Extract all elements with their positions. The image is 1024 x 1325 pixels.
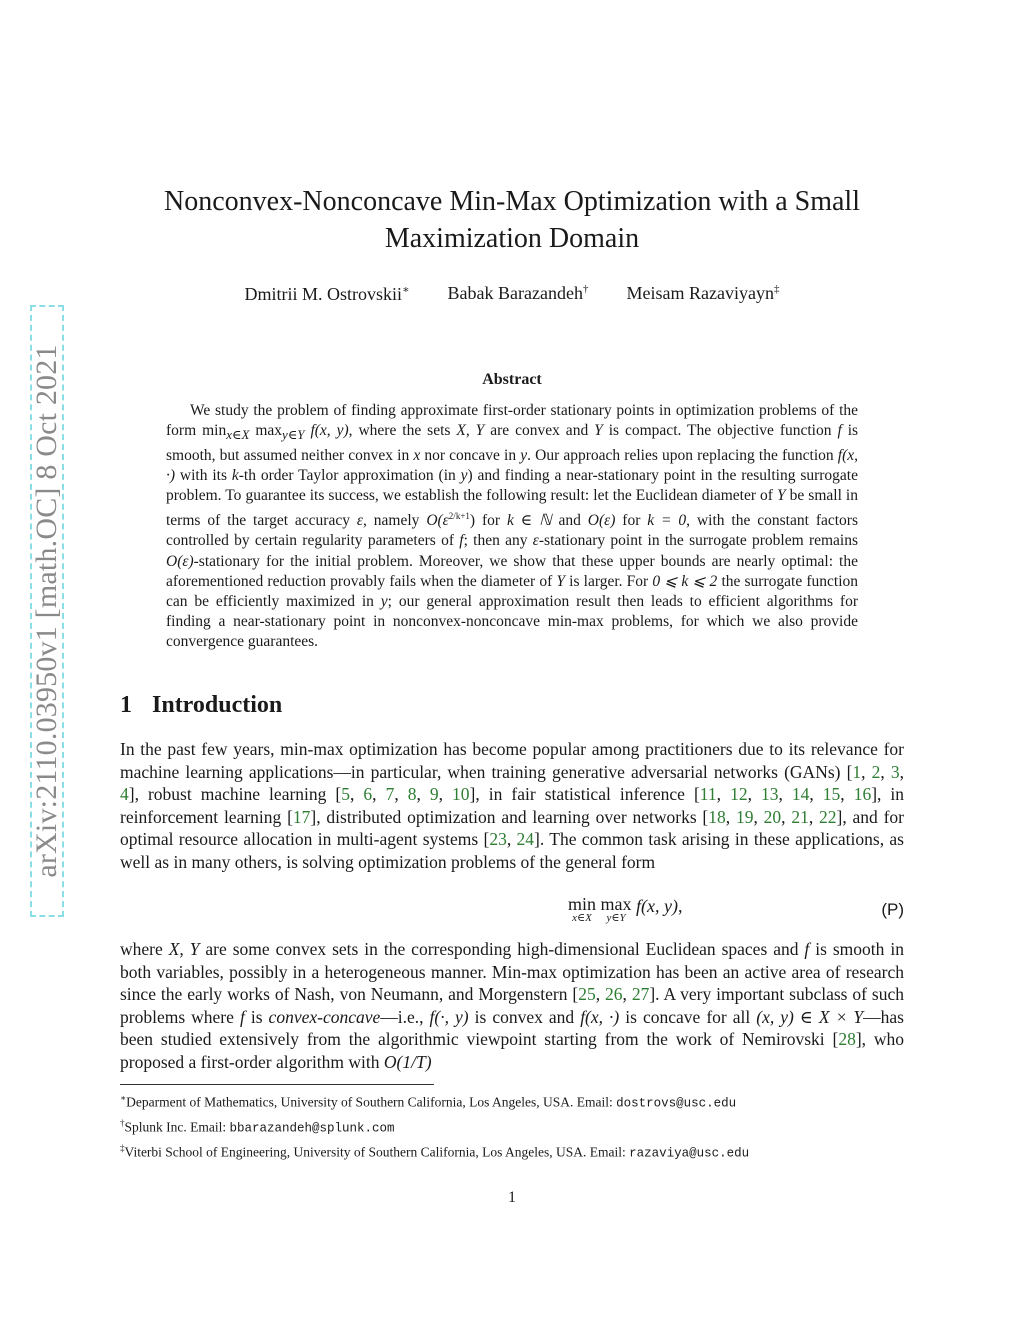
footnote-divider [120, 1084, 434, 1085]
citation-link[interactable]: 8 [407, 784, 417, 805]
email-link[interactable]: bbarazandeh@splunk.com [229, 1121, 395, 1136]
citation-link[interactable]: 12 [730, 784, 748, 805]
citation-link[interactable]: 5 [341, 784, 351, 805]
citation-link[interactable]: 28 [838, 1029, 856, 1050]
citation-link[interactable]: 11 [699, 784, 717, 805]
introduction-paragraph-2: where X, Y are some convex sets in the corresponding high-dimensional Euclidean spaces and f is smooth in both variables, possibly in a heterogeneous manner. Min-max optimization has been an active area of research since the early works of Nash, von Neumann, and Morgenstern [25, 26, 27]. A very important subclass of such problems where f is convex-concave—i.e., f(·, y) is convex and f(x, ·) is concave for all (x, y) ∈ X × Y—has been studied extensively from the algorithmic viewpoint starting from the work of Nemirovski [28], who proposed a first-order algorithm with O(1/T) [120, 939, 905, 1072]
citation-link[interactable]: 20 [763, 806, 782, 827]
equation-label: (P) [881, 900, 904, 919]
citation-link[interactable]: 2 [871, 761, 881, 782]
citation-link[interactable]: 18 [708, 806, 726, 827]
citation-group[interactable]: 5, 6, 7, 8, 9, 10 [341, 784, 470, 805]
citation-link[interactable]: 23 [489, 829, 507, 850]
introduction-paragraph-1: In the past few years, min-max optimization has become popular among practitioners due to its relevance for machine learning applications—in particular, when training generative adversarial networks (GANs) [1, 2, 3, 4], robust machine learning [5, 6, 7, 8, 9, 10], in fair statistical inference [11, 12, 13, 14, 15, 16], in reinforcement learning [17], distributed optimization and learning over networks [18, 19, 20, 21, 22], and for optimal resource allocation in multi-agent systems [23, 24]. The common task arising in these applications, as well as in many others, is solving optimization problems of the general form [120, 739, 905, 872]
author: Meisam Razaviyayn‡ [626, 283, 780, 303]
citation-link[interactable]: 21 [791, 806, 809, 827]
footnote: ∗Deparment of Mathematics, University of Southern California, Los Angeles, USA. Email: dostrovs@usc.edu [120, 1093, 737, 1111]
author: Dmitrii M. Ostrovskii∗ [244, 284, 410, 304]
citation-link[interactable]: 6 [363, 784, 373, 805]
citation-group[interactable]: 11, 12, 13, 14, 15, 16 [699, 784, 872, 805]
citation-group[interactable]: 23, 24 [489, 829, 535, 850]
email-link[interactable]: razaviya@usc.edu [629, 1146, 750, 1161]
citation-group[interactable]: 18, 19, 20, 21, 22 [708, 806, 837, 827]
citation-link[interactable]: 22 [819, 806, 837, 827]
section-number: 1 [120, 692, 132, 718]
section-heading-introduction [120, 692, 282, 719]
page-number: 1 [508, 1189, 516, 1206]
email-link[interactable]: dostrovs@usc.edu [616, 1096, 737, 1111]
citation-link[interactable]: 25 [578, 984, 596, 1005]
citation-link[interactable]: 19 [735, 806, 754, 827]
abstract-heading: Abstract [482, 371, 542, 388]
citation-link[interactable]: 4 [120, 784, 129, 805]
title-line-2: Maximization Domain [384, 223, 640, 254]
title-line-1: Nonconvex-Nonconcave Min-Max Optimization with a Small [164, 186, 860, 217]
citation-group[interactable]: 1, 2, 3, 4 [120, 761, 904, 805]
author-list [120, 283, 904, 305]
citation-link[interactable]: 9 [429, 784, 439, 805]
footnote: †Splunk Inc. Email: bbarazandeh@splunk.com [120, 1118, 395, 1136]
citation-link[interactable]: 26 [605, 984, 623, 1005]
citation-group[interactable]: 25, 26, 27 [578, 984, 650, 1005]
section-title: Introduction [152, 692, 283, 718]
paper-title [120, 183, 904, 257]
citation-link[interactable]: 17 [292, 806, 311, 827]
citation-link[interactable]: 3 [890, 761, 900, 782]
footnotes [120, 1089, 920, 1164]
abstract-body: We study the problem of finding approximate first-order stationary points in optimization problems of the form $\min_{x\in X} \max_{y\in Y} f(x$, y), where the sets X, Y are convex and Y is compact. The objective function f is smooth, but assumed neither convex in x nor concave in y. Our approach relies upon replacing the function f(x, ·) with its k-th order Taylor approximation (in y) and finding a near-stationary point in the resulting surrogate problem. To guarantee its success, we establish the following result: let the Euclidean diameter of Y be small in terms of the target accuracy ε, namely $O(\varepsilon^{2/k+1})$ for k ∈ ℕ and O(ε) for k = 0, with the constant factors controlled by certain regularity parameters of f; then any ε-stationary point in the surrogate problem remains O(ε)-stationary for the initial problem. Moreover, we show that these upper bounds are nearly optimal: the aforementioned reduction provably fails when the diameter of Y is larger. For 0 ⩽ k ⩽ 2 the surrogate function can be efficiently maximized in y; our general approximation result then leads to efficient algorithms for finding a near-stationary point in nonconvex-nonconcave min-max problems, for which we also provide convergence guarantees. [166, 402, 859, 651]
citation-link[interactable]: 15 [822, 784, 841, 805]
citation-group[interactable] [838, 1029, 856, 1049]
arxiv-identifier-stamp [30, 305, 64, 917]
citation-group[interactable] [293, 807, 311, 827]
citation-link[interactable]: 10 [452, 784, 470, 805]
citation-link[interactable]: 14 [791, 784, 810, 805]
equation-formula: min x∈X max y∈Y f(x, y), [568, 894, 683, 924]
citation-link[interactable]: 27 [631, 984, 650, 1005]
display-equation-P [120, 896, 904, 932]
citation-link[interactable]: 16 [853, 784, 872, 805]
footnote: ‡Viterbi School of Engineering, University of Southern California, Los Angeles, USA. Email: razaviya@usc.edu [120, 1143, 750, 1161]
arxiv-identifier: arXiv:2110.03950v1 [math.OC] 8 Oct 2021 [30, 344, 63, 878]
citation-link[interactable]: 24 [516, 829, 535, 850]
author: Babak Barazandeh† [447, 283, 589, 303]
citation-link[interactable]: 7 [385, 784, 395, 805]
citation-link[interactable]: 13 [760, 784, 779, 805]
citation-link[interactable]: 1 [852, 761, 862, 782]
